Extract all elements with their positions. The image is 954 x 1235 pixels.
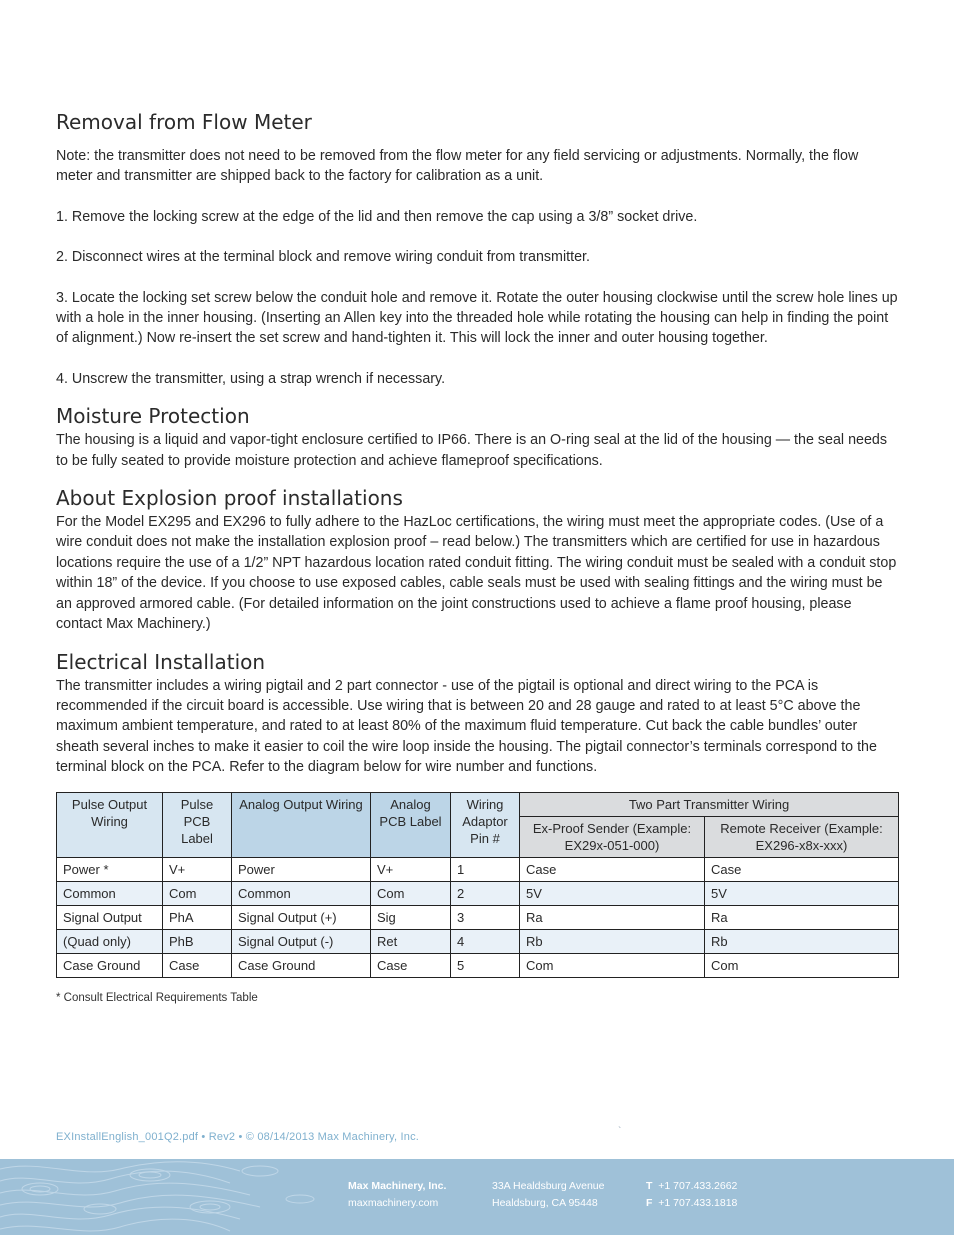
table-cell: V+: [371, 857, 451, 881]
table-cell: Ra: [520, 905, 705, 929]
table-cell: Com: [371, 881, 451, 905]
document-reference: EXInstallEnglish_001Q2.pdf • Rev2 • © 08/14/2013 Max Machinery, Inc.: [56, 1131, 420, 1143]
table-cell: V+: [163, 857, 232, 881]
phone-number: +1 707.433.2662: [658, 1180, 738, 1192]
phone-label: T: [646, 1180, 653, 1192]
table-cell: Case: [705, 857, 899, 881]
header-pulse-output: Pulse Output Wiring: [57, 792, 163, 857]
heading-moisture: Moisture Protection: [56, 404, 250, 429]
table-row: [57, 929, 899, 953]
stray-mark: `: [618, 1126, 622, 1137]
header-adaptor-pin: Wiring Adaptor Pin #: [451, 792, 520, 857]
removal-step-1: 1. Remove the locking screw at the edge of the lid and then remove the cap using a 3/8” socket drive.: [56, 208, 698, 225]
header-analog-output: Analog Output Wiring: [232, 792, 371, 857]
table-cell: Com: [163, 881, 232, 905]
table-row: [57, 881, 899, 905]
table-cell: Case Ground: [57, 953, 163, 977]
fax-label: F: [646, 1197, 653, 1209]
table-cell: 3: [451, 905, 520, 929]
page-content: [56, 108, 898, 1004]
table-cell: PhB: [163, 929, 232, 953]
address-line-2: Healdsburg, CA 95448: [492, 1197, 598, 1209]
heading-explosion: About Explosion proof installations: [56, 486, 403, 511]
company-website[interactable]: maxmachinery.com: [348, 1197, 439, 1209]
table-row: [57, 905, 899, 929]
table-cell: Ret: [371, 929, 451, 953]
removal-step-3: 3. Locate the locking set screw below the conduit hole and remove it. Rotate the outer housing clockwise until the screw hole lines up with a hole in the inner housing. (Inserting an Allen key into the threaded hole while rotating the housing can help in finding the point of alignment.) Now re-insert the set screw and hand-tighten it. This will lock the inner and outer housing together.: [56, 289, 898, 347]
table-cell: Case: [163, 953, 232, 977]
table-cell: 5V: [520, 881, 705, 905]
table-cell: Power *: [57, 857, 163, 881]
fax-number: +1 707.433.1818: [658, 1197, 738, 1209]
table-cell: Case: [520, 857, 705, 881]
removal-step-4: 4. Unscrew the transmitter, using a strap wrench if necessary.: [56, 370, 446, 387]
table-cell: Signal Output: [57, 905, 163, 929]
header-two-part: Two Part Transmitter Wiring: [520, 792, 899, 816]
footer-band: [0, 1159, 954, 1235]
header-analog-pcb: Analog PCB Label: [371, 792, 451, 857]
table-cell: Signal Output (+): [232, 905, 371, 929]
wiring-table: [56, 792, 899, 978]
footer-company: [348, 1178, 446, 1212]
table-cell: 4: [451, 929, 520, 953]
table-cell: Case Ground: [232, 953, 371, 977]
footer-address: [492, 1178, 604, 1212]
removal-step-2: 2. Disconnect wires at the terminal block and remove wiring conduit from transmitter.: [56, 249, 590, 266]
table-cell: Com: [705, 953, 899, 977]
table-cell: PhA: [163, 905, 232, 929]
table-cell: 5: [451, 953, 520, 977]
table-row: [57, 857, 899, 881]
table-cell: 5V: [705, 881, 899, 905]
header-receiver: Remote Receiver (Example: EX296-x8x-xxx): [705, 816, 899, 857]
company-name: Max Machinery, Inc.: [348, 1180, 447, 1192]
table-cell: Ra: [705, 905, 899, 929]
header-sender: Ex-Proof Sender (Example: EX29x-051-000): [520, 816, 705, 857]
moisture-body: The housing is a liquid and vapor-tight enclosure certified to IP66. There is an O-ring seal at the lid of the housing — the seal needs to be fully seated to provide moisture protection and achieve flameproof specifications.: [56, 432, 888, 469]
header-pulse-pcb: Pulse PCB Label: [163, 792, 232, 857]
footer-contact: [646, 1178, 737, 1212]
table-cell: Common: [57, 881, 163, 905]
table-cell: Sig: [371, 905, 451, 929]
table-cell: 2: [451, 881, 520, 905]
table-cell: Rb: [705, 929, 899, 953]
table-cell: Common: [232, 881, 371, 905]
table-cell: (Quad only): [57, 929, 163, 953]
address-line-1: 33A Healdsburg Avenue: [492, 1180, 605, 1192]
table-cell: Case: [371, 953, 451, 977]
table-cell: 1: [451, 857, 520, 881]
electrical-body: The transmitter includes a wiring pigtail and 2 part connector - use of the pigtail is optional and direct wiring to the PCA is recommended if the circuit board is accessible. Use wiring that is between 20 and 28 gauge and rated to at least 5°C above the maximum ambient temperature, and rated to at least 80% of the maximum fluid temperature. Cut back the cable bundles’ outer sheath several inches to make it easier to coil the wire loop inside the housing. The pigtail connector’s terminals correspond to the terminal block on the PCA. Refer to the diagram below for wire number and functions.: [56, 677, 877, 776]
table-cell: Com: [520, 953, 705, 977]
explosion-body: For the Model EX295 and EX296 to fully adhere to the HazLoc certifications, the wiring must meet the appropriate codes. (Use of a wire conduit does not make the installation explosion proof – read below.) The transmitters which are certified for use in hazardous locations require the use of a 1/2” NPT hazardous location rated conduit fitting. The wiring conduit must be sealed with a conduit stop within 18” of the device. If you choose to use exposed cables, cable seals must be used with sealing fittings and the wiring must be an approved armored cable. (For detailed information on the joint constructions used to achieve a flame proof housing, please contact Max Machinery.): [56, 514, 897, 633]
table-footnote: * Consult Electrical Requirements Table: [56, 991, 258, 1004]
heading-removal: Removal from Flow Meter: [56, 110, 312, 134]
heading-electrical: Electrical Installation: [56, 649, 266, 674]
table-cell: Rb: [520, 929, 705, 953]
table-row: [57, 953, 899, 977]
table-cell: Power: [232, 857, 371, 881]
wave-pattern-decoration: [0, 1159, 330, 1235]
table-cell: Signal Output (-): [232, 929, 371, 953]
removal-note: Note: the transmitter does not need to be removed from the flow meter for any field servicing or adjustments. Normally, the flow meter and transmitter are shipped back to the factory for calibration as a unit.: [56, 148, 859, 185]
